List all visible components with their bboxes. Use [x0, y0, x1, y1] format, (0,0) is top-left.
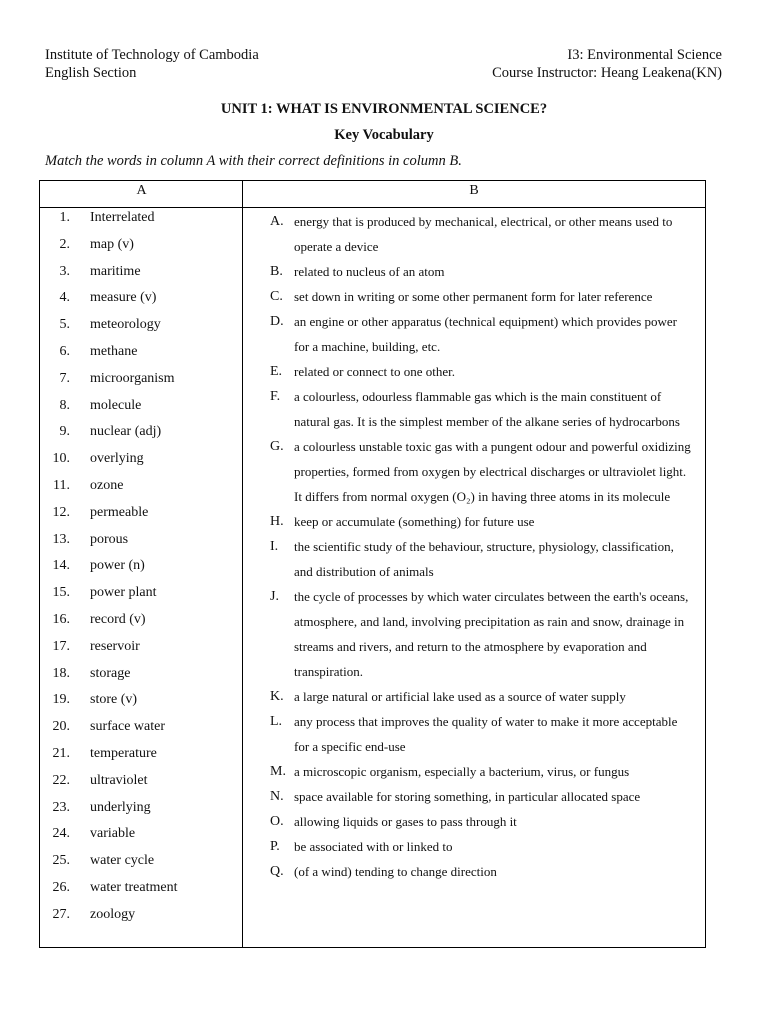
vocab-word: underlying	[90, 799, 151, 815]
definition-letter: K.	[270, 689, 284, 704]
definition-item	[243, 359, 705, 384]
definition-text: related to nucleus of an atom	[294, 264, 445, 279]
vocab-word-number: 5.	[59, 317, 70, 333]
vocab-word-item	[40, 504, 242, 531]
vocab-word-item	[40, 906, 242, 933]
definition-item	[243, 384, 705, 434]
definition-letter: G.	[270, 439, 284, 454]
vocab-word-number: 9.	[59, 424, 70, 440]
vocab-word-number: 4.	[59, 290, 70, 306]
definition-letter: N.	[270, 789, 284, 804]
definition-item	[243, 834, 705, 859]
vocab-word: measure (v)	[90, 290, 157, 306]
vocab-word: water treatment	[90, 879, 178, 895]
vocab-word-number: 17.	[52, 638, 70, 654]
definition-item	[243, 284, 705, 309]
header-right	[492, 46, 722, 82]
vocab-word: overlying	[90, 451, 144, 467]
definition-item	[243, 784, 705, 809]
vocab-word-number: 21.	[52, 745, 70, 761]
vocab-word-item	[40, 638, 242, 665]
vocab-word: surface water	[90, 719, 166, 735]
vocab-word: temperature	[90, 745, 157, 761]
vocab-word: water cycle	[90, 853, 155, 869]
vocab-word-item	[40, 825, 242, 852]
column-b-header: B	[469, 183, 479, 198]
definition-item	[243, 859, 705, 884]
header-left	[45, 46, 259, 82]
vocab-word-item	[40, 289, 242, 316]
vocab-word-item	[40, 772, 242, 799]
header-divider	[40, 207, 705, 208]
definition-item	[243, 759, 705, 784]
definition-text: the cycle of processes by which water circulates between the earth's oceans, atmosphere, and land, involving precipitation as rain and snow, drainage in streams and rivers, and return to the atmosphere by evaporation and transpiration.	[294, 589, 689, 679]
definition-letter: P.	[270, 839, 280, 854]
definition-item	[243, 709, 705, 759]
instruction-text: Match the words in column A with their correct definitions in column B.	[45, 153, 462, 169]
vocabulary-table	[39, 180, 706, 948]
definition-item	[243, 584, 705, 684]
definition-letter: A.	[270, 214, 284, 229]
vocab-word-item	[40, 691, 242, 718]
vocab-word: ozone	[90, 477, 124, 493]
vocab-word: methane	[90, 343, 138, 359]
vocab-word-number: 18.	[52, 665, 70, 681]
vocabulary-subtitle: Key Vocabulary	[334, 127, 434, 143]
vocab-word-number: 16.	[52, 611, 70, 627]
vocab-word-number: 8.	[59, 397, 70, 413]
vocab-word: maritime	[90, 263, 141, 279]
vocab-word-number: 11.	[53, 477, 70, 493]
vocab-word: nuclear (adj)	[90, 424, 162, 440]
definition-text: an engine or other apparatus (technical equipment) which provides power for a machine, building, etc.	[294, 314, 677, 354]
definition-letter: D.	[270, 314, 284, 329]
vocab-word-item	[40, 450, 242, 477]
vocab-word-number: 24.	[52, 826, 70, 842]
vocab-word-item	[40, 584, 242, 611]
definition-text: be associated with or linked to	[294, 839, 453, 854]
definition-letter: E.	[270, 364, 283, 379]
definition-text: the scientific study of the behaviour, structure, physiology, classification, and distribution of animals	[294, 539, 674, 579]
definition-text: any process that improves the quality of water to make it more acceptable for a specific end-use	[294, 714, 678, 754]
vocab-word-item	[40, 531, 242, 558]
vocab-word-number: 3.	[59, 263, 70, 279]
definition-letter: O.	[270, 814, 284, 829]
definition-letter: I.	[270, 539, 279, 554]
vocab-word-number: 19.	[52, 692, 70, 708]
column-b-list	[243, 209, 705, 884]
vocab-word-item	[40, 745, 242, 772]
column-a-header: A	[136, 183, 147, 198]
vocab-word-item	[40, 423, 242, 450]
vocab-word-item	[40, 665, 242, 692]
vocab-word-number: 23.	[52, 799, 70, 815]
definition-letter: L.	[270, 714, 283, 729]
vocab-word-number: 1.	[59, 210, 70, 225]
definition-text: allowing liquids or gases to pass through it	[294, 814, 517, 829]
vocab-word-number: 2.	[59, 236, 70, 252]
definition-item	[243, 534, 705, 584]
definition-item	[243, 434, 705, 509]
vocab-word: map (v)	[90, 236, 134, 252]
vocab-word-number: 15.	[52, 585, 70, 601]
vocab-word-item	[40, 611, 242, 638]
definition-letter: B.	[270, 264, 283, 279]
vocab-word-item	[40, 799, 242, 826]
vocab-word-item	[40, 718, 242, 745]
definition-text: related or connect to one other.	[294, 364, 455, 379]
definition-item	[243, 684, 705, 709]
vocab-word: microorganism	[90, 370, 175, 386]
course-instructor: Course Instructor: Heang Leakena(KN)	[492, 65, 722, 81]
vocab-word-number: 13.	[52, 531, 70, 547]
definition-item	[243, 309, 705, 359]
vocab-word-number: 6.	[59, 343, 70, 359]
vocab-word-number: 20.	[52, 719, 70, 735]
vocab-word-item	[40, 557, 242, 584]
vocab-word-item	[40, 397, 242, 424]
vocab-word-item	[40, 343, 242, 370]
definition-text: set down in writing or some other permanent form for later reference	[294, 289, 653, 304]
definition-letter: J.	[270, 589, 279, 604]
vocab-word: variable	[90, 826, 136, 842]
vocab-word: store (v)	[90, 692, 138, 708]
definition-letter: Q.	[270, 864, 284, 879]
vocab-word: power plant	[90, 585, 157, 601]
vocab-word: power (n)	[90, 558, 145, 574]
vocab-word-number: 12.	[52, 504, 70, 520]
definition-text: a colourless, odourless flammable gas which is the main constituent of natural gas. It is the simplest member of the alkane series of hydrocarbons	[294, 389, 680, 429]
vocab-word: record (v)	[90, 611, 146, 627]
vocab-word-number: 26.	[52, 879, 70, 895]
course-name: I3: Environmental Science	[567, 47, 722, 63]
vocab-word: molecule	[90, 397, 142, 413]
vocab-word-item	[40, 236, 242, 263]
vocab-word-number: 10.	[52, 451, 70, 467]
definition-letter: M.	[270, 764, 286, 779]
vocab-word: storage	[90, 665, 131, 681]
vocab-word-number: 7.	[59, 370, 70, 386]
definition-text: a large natural or artificial lake used as a source of water supply	[294, 689, 626, 704]
definition-letter: H.	[270, 514, 284, 529]
vocab-word-number: 14.	[52, 558, 70, 574]
definition-text: space available for storing something, in particular allocated space	[294, 789, 641, 804]
vocab-word-item	[40, 263, 242, 290]
vocab-word: permeable	[90, 504, 149, 520]
definition-item	[243, 259, 705, 284]
vocab-word-item	[40, 477, 242, 504]
definition-text: (of a wind) tending to change direction	[294, 864, 497, 879]
vocab-word-number: 22.	[52, 772, 70, 788]
vocab-word: Interrelated	[90, 210, 155, 225]
vocab-word: ultraviolet	[90, 772, 148, 788]
definition-letter: C.	[270, 289, 283, 304]
definition-item	[243, 209, 705, 259]
vocab-word: zoology	[90, 906, 136, 922]
vocab-word-item	[40, 852, 242, 879]
column-a-list	[40, 209, 242, 933]
definition-letter: F.	[270, 389, 281, 404]
definition-text: energy that is produced by mechanical, electrical, or other means used to operate a device	[294, 214, 673, 254]
vocab-word-number: 27.	[52, 906, 70, 922]
vocab-word-item	[40, 370, 242, 397]
institute-name: Institute of Technology of Cambodia	[45, 47, 259, 63]
vocab-word: reservoir	[90, 638, 140, 654]
definition-text: a microscopic organism, especially a bacterium, virus, or fungus	[294, 764, 630, 779]
definition-item	[243, 509, 705, 534]
definition-item	[243, 809, 705, 834]
vocab-word-number: 25.	[52, 853, 70, 869]
section-name: English Section	[45, 65, 137, 81]
vocab-word-item	[40, 209, 242, 236]
definition-text: a colourless unstable toxic gas with a pungent odour and powerful oxidizing properties, formed from oxygen by electrical discharges or ultraviolet light. It differs from normal oxygen (O₂) in having three atoms in its molecule	[294, 439, 691, 504]
vocab-word-item	[40, 879, 242, 906]
vocab-word: porous	[90, 531, 129, 547]
definition-text: keep or accumulate (something) for future use	[294, 514, 535, 529]
unit-title: UNIT 1: WHAT IS ENVIRONMENTAL SCIENCE?	[220, 101, 548, 117]
vocab-word-item	[40, 316, 242, 343]
vocab-word: meteorology	[90, 317, 161, 333]
